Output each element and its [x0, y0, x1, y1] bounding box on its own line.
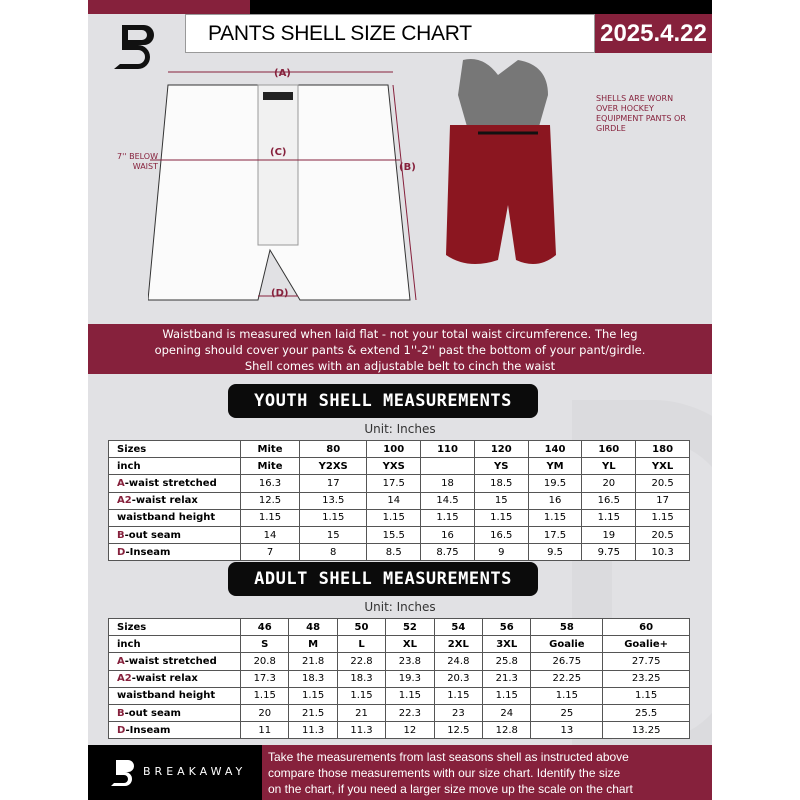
table-cell: 23.8	[386, 653, 434, 670]
brand-name: BREAKAWAY	[143, 765, 247, 778]
table-cell: 1.15	[386, 687, 434, 704]
table-cell: 14.5	[421, 492, 475, 509]
table-cell: 17	[300, 475, 367, 492]
table-cell: 20.5	[636, 475, 690, 492]
table-cell: 19	[582, 526, 636, 543]
shell-note: SHELLS ARE WORN OVER HOCKEY EQUIPMENT PANTS OR GIRDLE	[596, 94, 686, 133]
table-cell: 16.5	[582, 492, 636, 509]
table-cell: 1.15	[528, 509, 582, 526]
table-cell: 1.15	[603, 687, 690, 704]
row-label	[109, 636, 241, 653]
table-cell: 9.75	[582, 544, 636, 561]
table-row	[109, 619, 690, 636]
footer-brand	[88, 745, 262, 800]
table-row	[109, 509, 690, 526]
table-cell: 1.15	[241, 687, 289, 704]
table-cell: 110	[421, 441, 475, 458]
table-cell: 18.3	[289, 670, 337, 687]
table-cell: YS	[474, 458, 528, 475]
measure-name: inch	[117, 638, 141, 650]
table-cell: 22.8	[337, 653, 385, 670]
table-cell: 23	[434, 704, 482, 721]
waist-note: 7'' BELOW WAIST	[117, 152, 158, 171]
table-cell: 180	[636, 441, 690, 458]
measure-code: B	[117, 707, 125, 719]
pants-diagram	[148, 60, 438, 310]
table-cell: 7	[241, 544, 300, 561]
banner-line: opening should cover your pants & extend 1''-2'' past the bottom of your pant/girdle.	[154, 343, 646, 357]
label-b: (B)	[399, 162, 416, 173]
table-cell: 21.3	[483, 670, 531, 687]
adult-section-title: ADULT SHELL MEASUREMENTS	[228, 562, 538, 596]
footer-instructions	[262, 745, 712, 800]
measure-code: A2	[117, 495, 132, 507]
table-cell: YL	[582, 458, 636, 475]
table-cell: 1.15	[531, 687, 603, 704]
table-cell: 18	[421, 475, 475, 492]
table-cell: 27.75	[603, 653, 690, 670]
measure-name: Sizes	[117, 621, 147, 633]
table-cell: Goalie	[531, 636, 603, 653]
table-cell: 11	[241, 722, 289, 739]
table-cell: 18.3	[337, 670, 385, 687]
measure-code: B	[117, 529, 125, 541]
table-cell: 1.15	[421, 509, 475, 526]
measure-name: -waist stretched	[124, 477, 217, 489]
table-row	[109, 687, 690, 704]
table-cell: M	[289, 636, 337, 653]
table-cell: 50	[337, 619, 385, 636]
table-cell: 54	[434, 619, 482, 636]
table-row	[109, 458, 690, 475]
table-row	[109, 722, 690, 739]
table-cell: 1.15	[582, 509, 636, 526]
table-cell: 17.5	[528, 526, 582, 543]
table-cell: 9	[474, 544, 528, 561]
table-cell: 13.5	[300, 492, 367, 509]
row-label	[109, 722, 241, 739]
table-cell: 11.3	[289, 722, 337, 739]
row-label	[109, 704, 241, 721]
banner-line: Waistband is measured when laid flat - not your total waist circumference. The leg	[162, 327, 638, 341]
table-cell: 12.8	[483, 722, 531, 739]
table-cell: 1.15	[483, 687, 531, 704]
table-cell: 8.5	[367, 544, 421, 561]
table-cell: 1.15	[434, 687, 482, 704]
row-label	[109, 687, 241, 704]
banner-line: Shell comes with an adjustable belt to cinch the waist	[244, 359, 556, 373]
row-label	[109, 526, 241, 543]
table-cell: 21	[337, 704, 385, 721]
table-cell: 1.15	[474, 509, 528, 526]
measure-code: A2	[117, 673, 132, 685]
table-cell: 8	[300, 544, 367, 561]
row-label	[109, 458, 241, 475]
table-row	[109, 704, 690, 721]
page-title: PANTS SHELL SIZE CHART	[185, 14, 595, 53]
measurement-info-banner	[88, 324, 712, 374]
row-label	[109, 492, 241, 509]
table-cell: 56	[483, 619, 531, 636]
table-cell: 24	[483, 704, 531, 721]
table-cell: 14	[367, 492, 421, 509]
measure-name: -out seam	[124, 707, 181, 719]
table-row	[109, 544, 690, 561]
table-cell: 15.5	[367, 526, 421, 543]
brand-logo-small	[108, 757, 138, 789]
table-cell: 160	[582, 441, 636, 458]
table-cell: 14	[241, 526, 300, 543]
table-cell: 1.15	[289, 687, 337, 704]
table-cell: 24.8	[434, 653, 482, 670]
table-row	[109, 653, 690, 670]
table-cell: Mite	[241, 458, 300, 475]
table-cell: 12.5	[434, 722, 482, 739]
table-cell: 17.3	[241, 670, 289, 687]
table-cell: 52	[386, 619, 434, 636]
table-row	[109, 636, 690, 653]
table-cell: Goalie+	[603, 636, 690, 653]
measure-name: -out seam	[124, 529, 181, 541]
table-cell: 21.8	[289, 653, 337, 670]
label-d: (D)	[271, 288, 289, 299]
size-chart-page	[88, 0, 712, 800]
measure-name: Sizes	[117, 443, 147, 455]
table-cell: 13	[531, 722, 603, 739]
date-badge: 2025.4.22	[595, 14, 712, 53]
table-cell: 8.75	[421, 544, 475, 561]
table-cell: 22.25	[531, 670, 603, 687]
row-label	[109, 475, 241, 492]
table-cell: 16.5	[474, 526, 528, 543]
measure-name: -waist relax	[131, 495, 198, 507]
table-row	[109, 441, 690, 458]
table-row	[109, 526, 690, 543]
table-cell: 25.5	[603, 704, 690, 721]
measure-name: -Inseam	[125, 546, 171, 558]
table-row	[109, 670, 690, 687]
table-cell: 1.15	[300, 509, 367, 526]
table-row	[109, 475, 690, 492]
table-cell: 20.5	[636, 526, 690, 543]
footer-line: on the chart, if you need a larger size move up the scale on the chart	[268, 782, 633, 796]
table-cell: 12	[386, 722, 434, 739]
youth-section-title: YOUTH SHELL MEASUREMENTS	[228, 384, 538, 418]
table-cell: 20.3	[434, 670, 482, 687]
measure-code: D	[117, 546, 126, 558]
table-cell: 25.8	[483, 653, 531, 670]
table-cell: 17	[636, 492, 690, 509]
table-cell: 16.3	[241, 475, 300, 492]
measure-name: inch	[117, 460, 141, 472]
adult-unit: Unit: Inches	[364, 600, 436, 614]
measure-code: A	[117, 655, 125, 667]
table-cell: 22.3	[386, 704, 434, 721]
table-cell: 25	[531, 704, 603, 721]
table-cell: 120	[474, 441, 528, 458]
row-label	[109, 670, 241, 687]
shell-photo	[438, 55, 588, 320]
table-cell: 1.15	[636, 509, 690, 526]
table-cell	[421, 458, 475, 475]
table-cell: 20	[582, 475, 636, 492]
table-cell: 58	[531, 619, 603, 636]
table-cell: 13.25	[603, 722, 690, 739]
table-cell: 26.75	[531, 653, 603, 670]
table-cell: 18.5	[474, 475, 528, 492]
label-a: (A)	[274, 68, 291, 79]
top-bar-accent	[88, 0, 250, 14]
measure-name: -Inseam	[125, 724, 171, 736]
table-cell: 2XL	[434, 636, 482, 653]
row-label	[109, 509, 241, 526]
table-cell: 17.5	[367, 475, 421, 492]
footer-line: Take the measurements from last seasons shell as instructed above	[268, 750, 629, 764]
table-cell: L	[337, 636, 385, 653]
table-cell: 20.8	[241, 653, 289, 670]
label-c: (C)	[270, 147, 287, 158]
measure-name: waistband height	[117, 512, 216, 524]
table-cell: 100	[367, 441, 421, 458]
table-cell: 16	[528, 492, 582, 509]
table-cell: 1.15	[367, 509, 421, 526]
table-cell: 1.15	[337, 687, 385, 704]
table-cell: XL	[386, 636, 434, 653]
table-cell: S	[241, 636, 289, 653]
table-cell: 140	[528, 441, 582, 458]
table-cell: 23.25	[603, 670, 690, 687]
table-cell: Mite	[241, 441, 300, 458]
adult-size-table	[108, 618, 690, 739]
row-label	[109, 619, 241, 636]
measure-code: A	[117, 477, 125, 489]
top-bar	[250, 0, 712, 14]
table-cell: 10.3	[636, 544, 690, 561]
table-cell: 60	[603, 619, 690, 636]
table-cell: 20	[241, 704, 289, 721]
table-cell: 16	[421, 526, 475, 543]
row-label	[109, 544, 241, 561]
youth-unit: Unit: Inches	[364, 422, 436, 436]
table-cell: 1.15	[241, 509, 300, 526]
table-cell: Y2XS	[300, 458, 367, 475]
table-cell: YXS	[367, 458, 421, 475]
measure-name: -waist stretched	[124, 655, 217, 667]
row-label	[109, 653, 241, 670]
table-cell: 3XL	[483, 636, 531, 653]
table-cell: 48	[289, 619, 337, 636]
table-cell: 19.3	[386, 670, 434, 687]
table-cell: 12.5	[241, 492, 300, 509]
measure-name: waistband height	[117, 690, 216, 702]
table-cell: 21.5	[289, 704, 337, 721]
table-cell: 80	[300, 441, 367, 458]
footer-line: compare those measurements with our size chart. Identify the size	[268, 766, 621, 780]
table-row	[109, 492, 690, 509]
table-cell: YM	[528, 458, 582, 475]
table-cell: 19.5	[528, 475, 582, 492]
measure-name: -waist relax	[131, 673, 198, 685]
table-cell: 15	[300, 526, 367, 543]
table-cell: 9.5	[528, 544, 582, 561]
table-cell: 11.3	[337, 722, 385, 739]
measure-code: D	[117, 724, 126, 736]
row-label	[109, 441, 241, 458]
table-cell: YXL	[636, 458, 690, 475]
youth-size-table	[108, 440, 690, 561]
table-cell: 15	[474, 492, 528, 509]
table-cell: 46	[241, 619, 289, 636]
